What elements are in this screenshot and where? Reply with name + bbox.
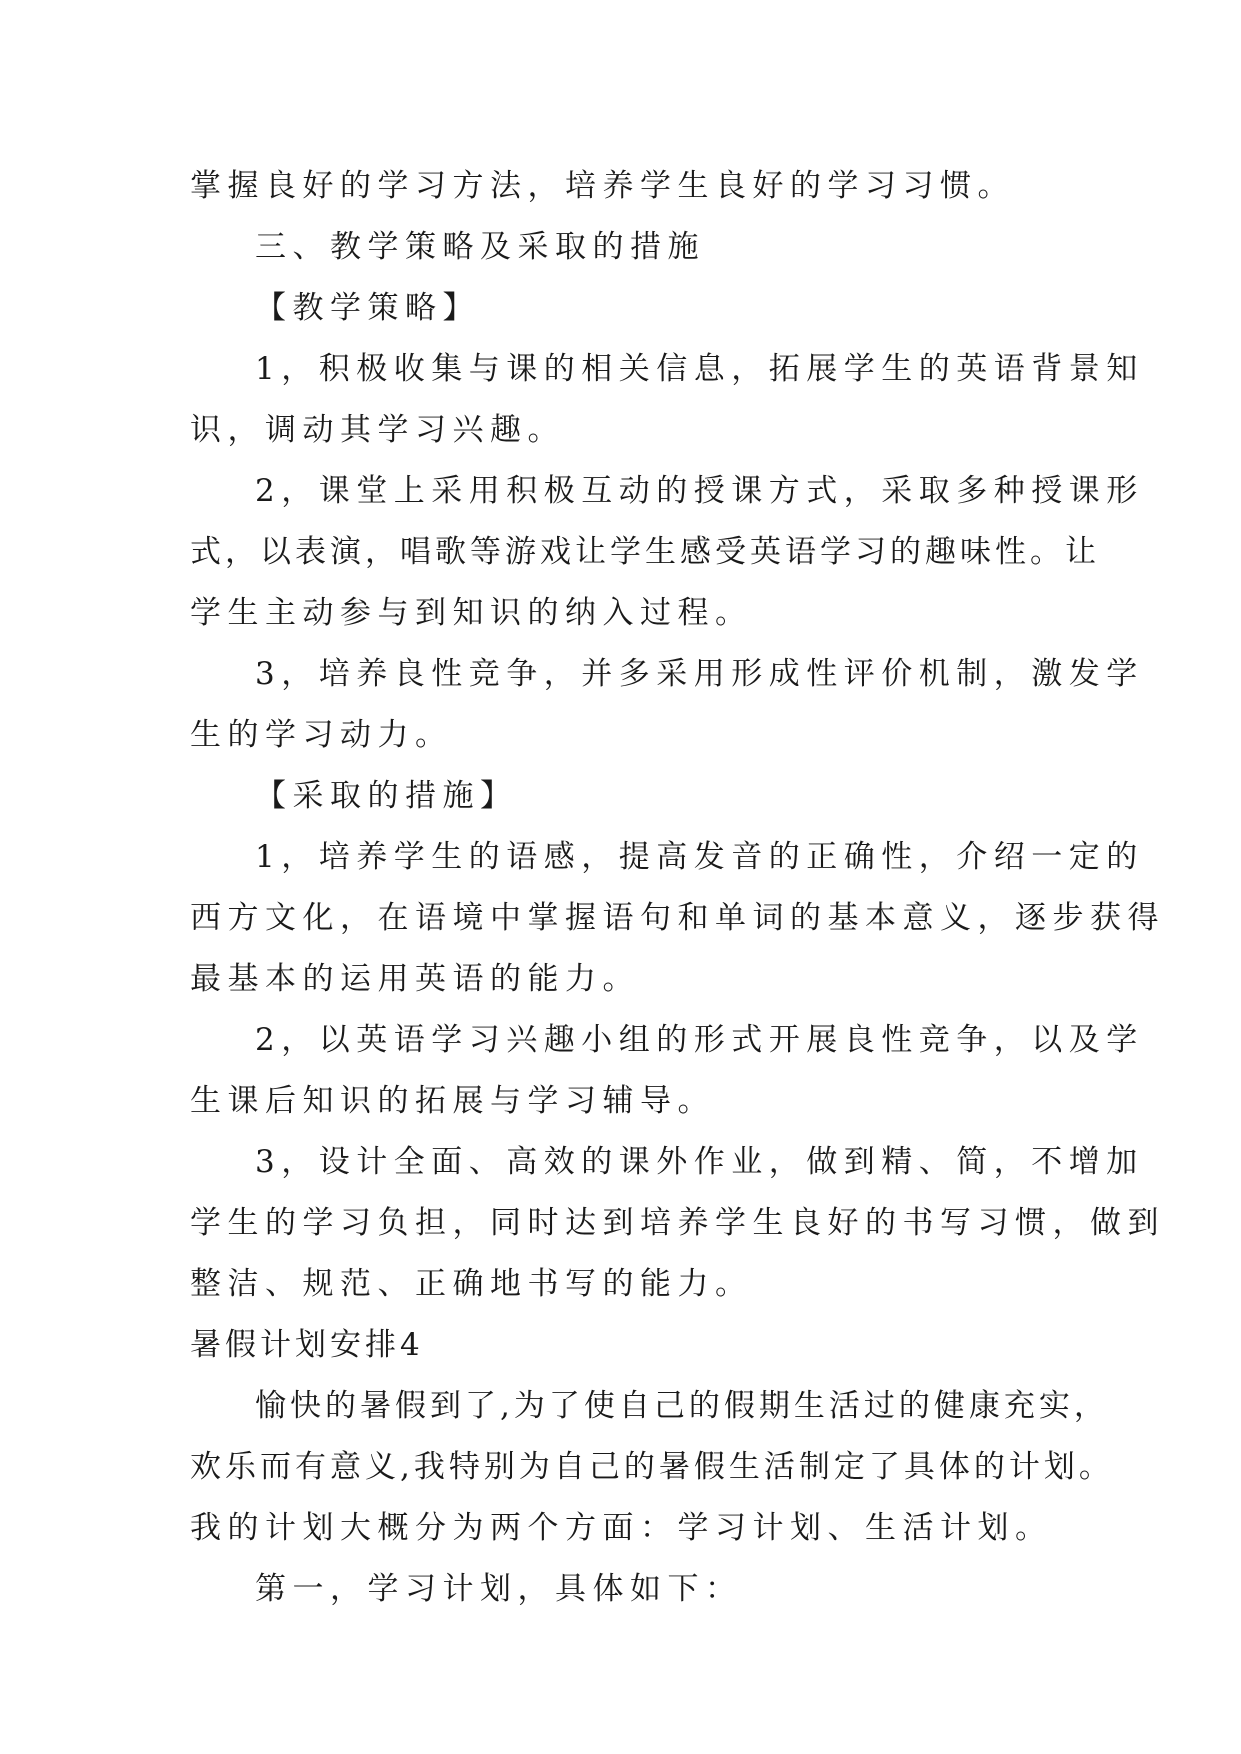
paragraph-line: 生的学习动力。 [190,717,453,753]
section-heading: 三、教学策略及采取的措施 [255,229,705,265]
paragraph-line: 学生的学习负担，同时达到培养学生良好的书写习惯，做到 [190,1205,1165,1241]
paragraph-line: 式，以表演，唱歌等游戏让学生感受英语学习的趣味性。让 [190,534,1100,570]
paragraph-line: 我的计划大概分为两个方面：学习计划、生活计划。 [190,1510,1053,1546]
paragraph-line: 欢乐而有意义,我特别为自己的暑假生活制定了具体的计划。 [190,1449,1114,1485]
paragraph-line: 西方文化，在语境中掌握语句和单词的基本意义，逐步获得 [190,900,1165,936]
paragraph-line: 最基本的运用英语的能力。 [190,961,640,997]
paragraph-line: 1，培养学生的语感，提高发音的正确性，介绍一定的 [255,839,1144,875]
paragraph-line: 第一，学习计划，具体如下： [255,1571,743,1607]
subsection-heading: 【教学策略】 [255,290,480,326]
paragraph-line: 2，以英语学习兴趣小组的形式开展良性竞争，以及学 [255,1022,1144,1058]
paragraph-line: 3，培养良性竞争，并多采用形成性评价机制，激发学 [255,656,1144,692]
paragraph-line: 生课后知识的拓展与学习辅导。 [190,1083,715,1119]
paragraph-line: 3，设计全面、高效的课外作业，做到精、简，不增加 [255,1144,1144,1180]
paragraph-line: 2，课堂上采用积极互动的授课方式，采取多种授课形 [255,473,1144,509]
paragraph-line: 掌握良好的学习方法，培养学生良好的学习习惯。 [190,168,1015,204]
section-title: 暑假计划安排4 [190,1327,424,1363]
paragraph-line: 学生主动参与到知识的纳入过程。 [190,595,753,631]
subsection-heading: 【采取的措施】 [255,778,518,814]
paragraph-line: 识，调动其学习兴趣。 [190,412,565,448]
paragraph-line: 1，积极收集与课的相关信息，拓展学生的英语背景知 [255,351,1144,387]
paragraph-line: 整洁、规范、正确地书写的能力。 [190,1266,753,1302]
paragraph-line: 愉快的暑假到了,为了使自己的假期生活过的健康充实， [255,1388,1109,1424]
